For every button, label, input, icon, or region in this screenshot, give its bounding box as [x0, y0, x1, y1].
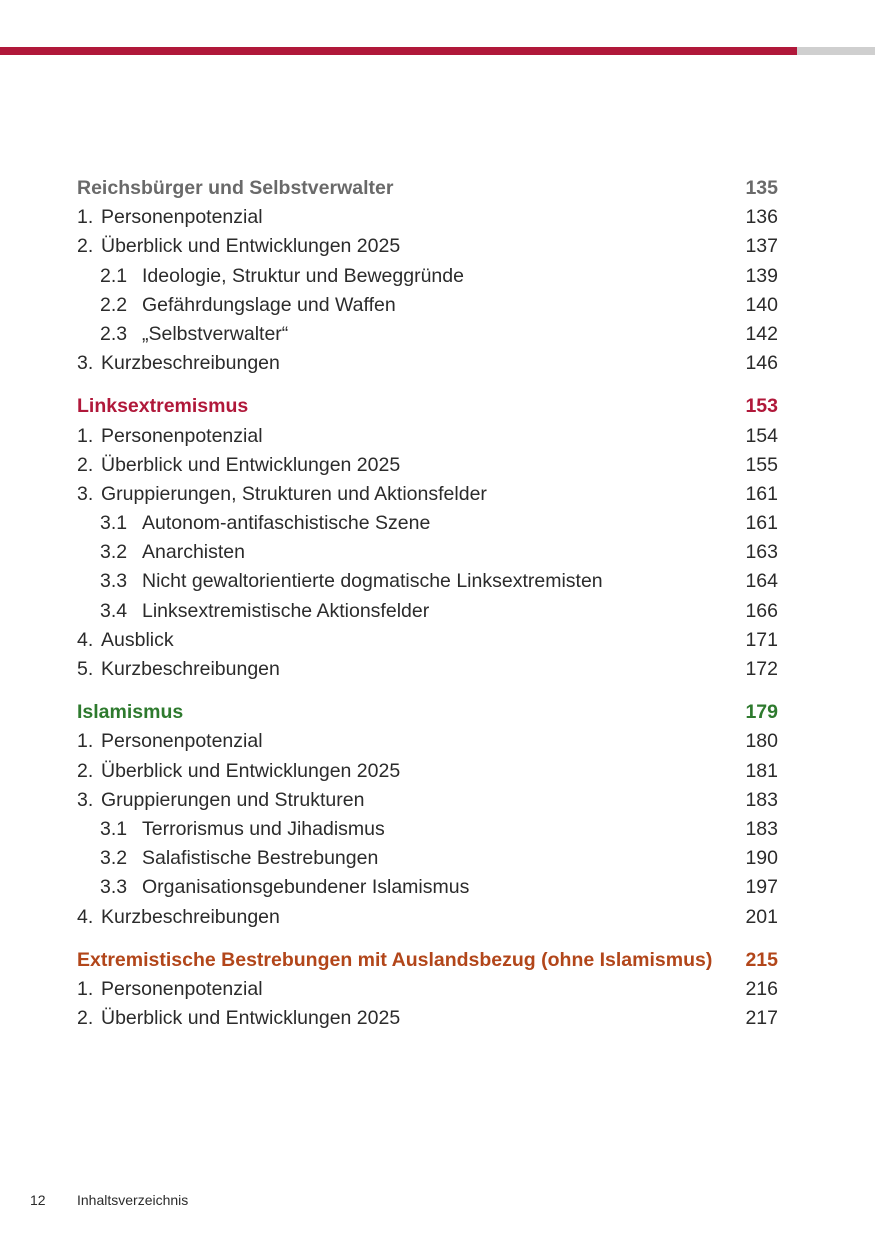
- toc-entry-label: Organisationsgebundener Islamismus: [142, 876, 470, 899]
- toc-section-heading[interactable]: [77, 174, 778, 203]
- toc-entry-label: Überblick und Entwicklungen 2025: [101, 1007, 401, 1030]
- toc-subentry[interactable]: [77, 844, 778, 873]
- toc-section-title: Reichsbürger und Selbstverwalter: [77, 177, 394, 199]
- toc-subentry[interactable]: [77, 509, 778, 538]
- toc-page-number: 216: [745, 977, 778, 1000]
- toc-entry-number: 3.4: [100, 599, 128, 622]
- toc-page-number: 136: [745, 206, 778, 229]
- toc-entry-number: 2.2: [100, 293, 128, 316]
- toc-subentry[interactable]: [77, 538, 778, 567]
- toc-page-number: 146: [745, 352, 778, 375]
- toc-entry-label: Linksextremistische Aktionsfelder: [142, 599, 430, 622]
- toc-page-number: 215: [745, 948, 778, 971]
- toc-subentry[interactable]: [77, 815, 778, 844]
- toc-subentry[interactable]: [77, 873, 778, 902]
- toc-section-heading[interactable]: [77, 392, 778, 421]
- toc-page-number: 161: [745, 512, 778, 535]
- toc-entry-label: Kurzbeschreibungen: [101, 658, 280, 680]
- toc-entry-number: 3.2: [100, 847, 128, 870]
- toc-page-number: 140: [745, 293, 778, 316]
- toc-entry[interactable]: [77, 1004, 778, 1033]
- toc-entry[interactable]: [77, 727, 778, 756]
- accent-bar: [0, 47, 797, 55]
- toc-entry-number: 1.: [77, 730, 94, 753]
- toc-page-number: 172: [745, 658, 778, 680]
- toc-page-number: 190: [745, 847, 778, 870]
- toc-entry[interactable]: [77, 422, 778, 451]
- toc-page-number: 139: [745, 264, 778, 287]
- toc-subentry[interactable]: [77, 567, 778, 596]
- toc-section-title: Islamismus: [77, 701, 184, 724]
- toc-section-auslandsbezug: [77, 946, 778, 1034]
- toc-entry-label: Autonom-antifaschistische Szene: [142, 512, 431, 535]
- toc-page-number: 180: [745, 730, 778, 753]
- toc-entry-label: Personenpotenzial: [101, 206, 263, 229]
- toc-page-number: 183: [745, 817, 778, 840]
- toc-entry-label: Personenpotenzial: [101, 730, 263, 753]
- toc-entry-number: 1.: [77, 977, 94, 1000]
- toc-entry-number: 4.: [77, 905, 94, 928]
- toc-entry-label: Gruppierungen, Strukturen und Aktionsfelder: [101, 482, 487, 505]
- toc-entry-number: 3.2: [100, 541, 128, 564]
- toc-entry-number: 1.: [77, 424, 94, 447]
- toc-entry-label: Kurzbeschreibungen: [101, 352, 280, 375]
- toc-entry-number: 5.: [77, 658, 94, 680]
- toc-page-number: 217: [745, 1007, 778, 1030]
- toc-entry-label: Salafistische Bestrebungen: [142, 847, 379, 870]
- toc-entry-number: 2.3: [100, 322, 128, 345]
- toc-entry-label: Ideologie, Struktur und Beweggründe: [142, 264, 464, 287]
- toc-entry-label: Personenpotenzial: [101, 977, 263, 1000]
- toc-section-heading[interactable]: [77, 946, 778, 975]
- toc-entry-label: Überblick und Entwicklungen 2025: [101, 759, 401, 782]
- toc-page-number: 201: [745, 905, 778, 928]
- toc-subentry[interactable]: [77, 597, 778, 626]
- toc-page-number: 166: [745, 599, 778, 622]
- toc-entry-number: 2.: [77, 453, 94, 476]
- toc-entry[interactable]: [77, 349, 778, 378]
- toc-page-number: 163: [745, 541, 778, 564]
- toc-entry-label: „Selbstverwalter“: [142, 322, 289, 345]
- toc-entry-number: 2.: [77, 1007, 94, 1030]
- toc-entry[interactable]: [77, 655, 778, 684]
- toc-section-linksextremismus: [77, 392, 778, 684]
- toc-subentry[interactable]: [77, 320, 778, 349]
- toc-entry-label: Überblick und Entwicklungen 2025: [101, 235, 401, 258]
- toc-page-number: 161: [745, 482, 778, 505]
- toc-page-number: 197: [745, 876, 778, 899]
- toc-entry-label: Nicht gewaltorientierte dogmatische Linksextremisten: [142, 570, 603, 593]
- page-footer: [30, 1190, 188, 1210]
- table-of-contents: [77, 174, 778, 1047]
- toc-entry-number: 3.1: [100, 512, 128, 535]
- toc-page-number: 142: [745, 322, 778, 345]
- toc-entry-label: Kurzbeschreibungen: [101, 905, 280, 928]
- toc-subentry[interactable]: [77, 291, 778, 320]
- toc-entry-number: 3.: [77, 788, 94, 811]
- toc-entry[interactable]: [77, 480, 778, 509]
- toc-entry[interactable]: [77, 903, 778, 932]
- toc-entry-label: Terrorismus und Jihadismus: [142, 817, 385, 840]
- toc-section-title: Extremistische Bestrebungen mit Auslandsbezug (ohne Islamismus): [77, 948, 713, 971]
- toc-entry-number: 3.: [77, 482, 94, 505]
- toc-entry-label: Anarchisten: [142, 541, 245, 564]
- toc-entry[interactable]: [77, 203, 778, 232]
- toc-page-number: 179: [745, 701, 778, 724]
- toc-page-number: 154: [745, 424, 778, 447]
- toc-section-title: Linksextremismus: [77, 395, 249, 418]
- toc-entry-number: 3.3: [100, 570, 128, 593]
- toc-entry[interactable]: [77, 975, 778, 1004]
- toc-entry[interactable]: [77, 786, 778, 815]
- toc-entry-number: 1.: [77, 206, 94, 229]
- toc-section-heading[interactable]: [77, 698, 778, 727]
- toc-entry[interactable]: [77, 232, 778, 261]
- toc-entry-number: 3.3: [100, 876, 128, 899]
- toc-entry[interactable]: [77, 757, 778, 786]
- toc-section-reichsbuerger: [77, 174, 778, 378]
- toc-section-islamismus: [77, 698, 778, 932]
- toc-entry-number: 2.: [77, 235, 94, 258]
- toc-entry-label: Personenpotenzial: [101, 424, 263, 447]
- toc-page-number: 171: [745, 628, 778, 651]
- toc-entry-number: 2.1: [100, 264, 128, 287]
- toc-entry[interactable]: [77, 451, 778, 480]
- toc-page-number: 153: [745, 395, 778, 418]
- toc-entry-label: Ausblick: [101, 628, 174, 651]
- footer-label: Inhaltsverzeichnis: [77, 1192, 189, 1208]
- accent-bar-grey: [797, 47, 875, 55]
- toc-page-number: 135: [745, 177, 778, 199]
- toc-entry-label: Gefährdungslage und Waffen: [142, 293, 396, 316]
- toc-page-number: 164: [745, 570, 778, 593]
- toc-entry-label: Gruppierungen und Strukturen: [101, 788, 365, 811]
- toc-page-number: 183: [745, 788, 778, 811]
- toc-page-number: 137: [745, 235, 778, 258]
- toc-page-number: 181: [745, 759, 778, 782]
- footer-page-number: 12: [30, 1192, 46, 1208]
- toc-entry-label: Überblick und Entwicklungen 2025: [101, 453, 401, 476]
- toc-entry-number: 2.: [77, 759, 94, 782]
- toc-entry[interactable]: [77, 626, 778, 655]
- toc-entry-number: 3.: [77, 352, 94, 375]
- toc-subentry[interactable]: [77, 262, 778, 291]
- toc-entry-number: 4.: [77, 628, 94, 651]
- toc-page-number: 155: [745, 453, 778, 476]
- toc-entry-number: 3.1: [100, 817, 128, 840]
